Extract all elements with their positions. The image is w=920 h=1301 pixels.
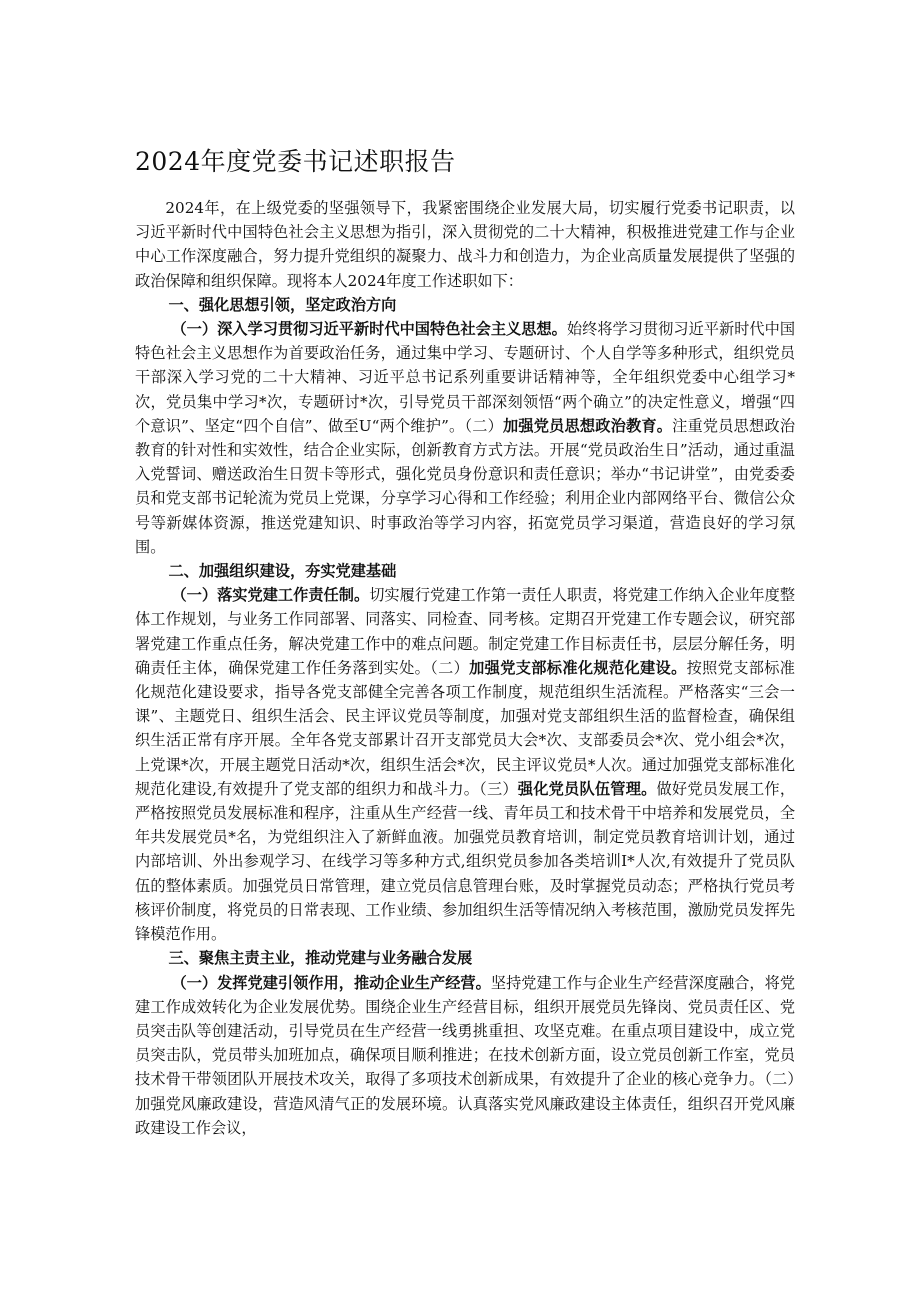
subheading-bold: 加强党员思想政治教育。 [502,416,673,435]
document-body [135,196,795,1140]
section-heading: 三、聚焦主责主业，推动党建与业务融合发展 [168,949,473,968]
subheading-bold: （一）发挥党建引领作用，推动企业生产经营。 [171,973,491,992]
subheading-bold: 强化党员队伍管理。 [517,779,657,798]
document-title: 2024年度党委书记述职报告 [135,147,456,176]
paragraph-text: 切实履行党建工作第一责任人职责，将党建工作纳入企业年度整体工作规划，与业务工作同部署、同落实、同检查、同考核。定期召开党建工作专题会议，研究部署党建工作重点任务，解决党建工作中的难点问题。制定党建工作目标责任书，层层分解任务，明确责任主体，确保党建工作任务落到实处。（二） [135,586,796,677]
paragraph-text: 注重党员思想政治教育的针对性和实效性，结合企业实际，创新教育方式方法。开展“党员政治生日”活动，通过重温入党誓词、赠送政治生日贺卡等形式，强化党员身份意识和责任意识；举办“书记讲堂”，由党委委员和党支部书记轮流为党员上党课，分享学习心得和工作经验；利用企业内部网络平台、微信公众号等新媒体资源，推送党建知识、时事政治等学习内容，拓宽党员学习渠道，营造良好的学习氛围。 [135,416,796,556]
intro-paragraph: 2024年，在上级党委的坚强领导下，我紧密围绕企业发展大局，切实履行党委书记职责，以习近平新时代中国特色社会主义思想为指引，深入贯彻党的二十大精神，积极推进党建工作与企业中心工作深度融合，努力提升党组织的凝聚力、战斗力和创造力，为企业高质量发展提供了坚强的政治保障和组织保障。现将本人2024年度工作述职如下： [135,199,795,290]
section-heading: 二、加强组织建设，夯实党建基础 [168,562,397,581]
subheading-bold: 加强党支部标准化规范化建设。 [469,658,687,677]
section-paragraph [135,317,795,559]
paragraph-text: 做好党员发展工作，严格按照党员发展标准和程序，注重从生产经营一线、青年员工和技术骨干中培养和发展党员，全年共发展党员*名，为党组织注入了新鲜血液。加强党员教育培训，制定党员教育培训计划，通过内部培训、外出参观学习、在线学习等多种方式,组织党员参加各类培训I*人次,有效提升了党员队伍的整体素质。加强党员日常管理，建立党员信息管理台账，及时掌握党员动态；严格执行党员考核评价制度，将党员的日常表现、工作业绩、参加组织生活等情况纳入考核范围，激励党员发挥先锋模范作用。 [135,779,796,944]
paragraph-text: 始终将学习贯彻习近平新时代中国特色社会主义思想作为首要政治任务，通过集中学习、专题研讨、个人自学等多种形式，组织党员干部深入学习党的二十大精神、习近平总书记系列重要讲话精神等，全年组织党委中心组学习*次，党员集中学习*次，专题研讨*次，引导党员干部深刻领悟“两个确立”的决定性意义，增强“四个意识”、坚定“四个自信”、做至U“两个维护”。（二） [135,320,796,435]
subheading-bold: （一）落实党建工作责任制。 [171,586,370,605]
section-heading: 一、强化思想引领，坚定政治方向 [168,295,397,314]
paragraph-text: 按照党支部标准化规范化建设要求，指导各党支部健全完善各项工作制度，规范组织生活流程。严格落实“三会一课”、主题党日、组织生活会、民主评议党员等制度，加强对党支部组织生活的监督检查，确保组织生活正常有序开展。全年各党支部累计召开支部党员大会*次、支部委员会*次、党小组会*次，上党课*次，开展主题党日活动*次，组织生活会*次，民主评议党员*人次。通过加强党支部标准化规范化建设,有效提升了党支部的组织力和战斗力。（三） [135,658,795,798]
paragraph-text: 坚持党建工作与企业生产经营深度融合，将党建工作成效转化为企业发展优势。围绕企业生产经营目标，组织开展党员先锋岗、党员责任区、党员突击队等创建活动，引导党员在生产经营一线勇挑重担、攻坚克难。在重点项目建设中，成立党员突击队，党员带头加班加点，确保项目顺利推进；在技术创新方面，设立党员创新工作室，党员技术骨干带领团队开展技术攻关，取得了多项技术创新成果，有效提升了企业的核心竞争力。（二）加强党风廉政建设，营造风清气正的发展环境。认真落实党风廉政建设主体责任，组织召开党风廉政建设工作会议， [135,973,796,1137]
section-paragraph [135,971,795,1140]
section-paragraph [135,583,795,946]
subheading-bold: （一）深入学习贯彻习近平新时代中国特色社会主义思想。 [171,320,567,339]
